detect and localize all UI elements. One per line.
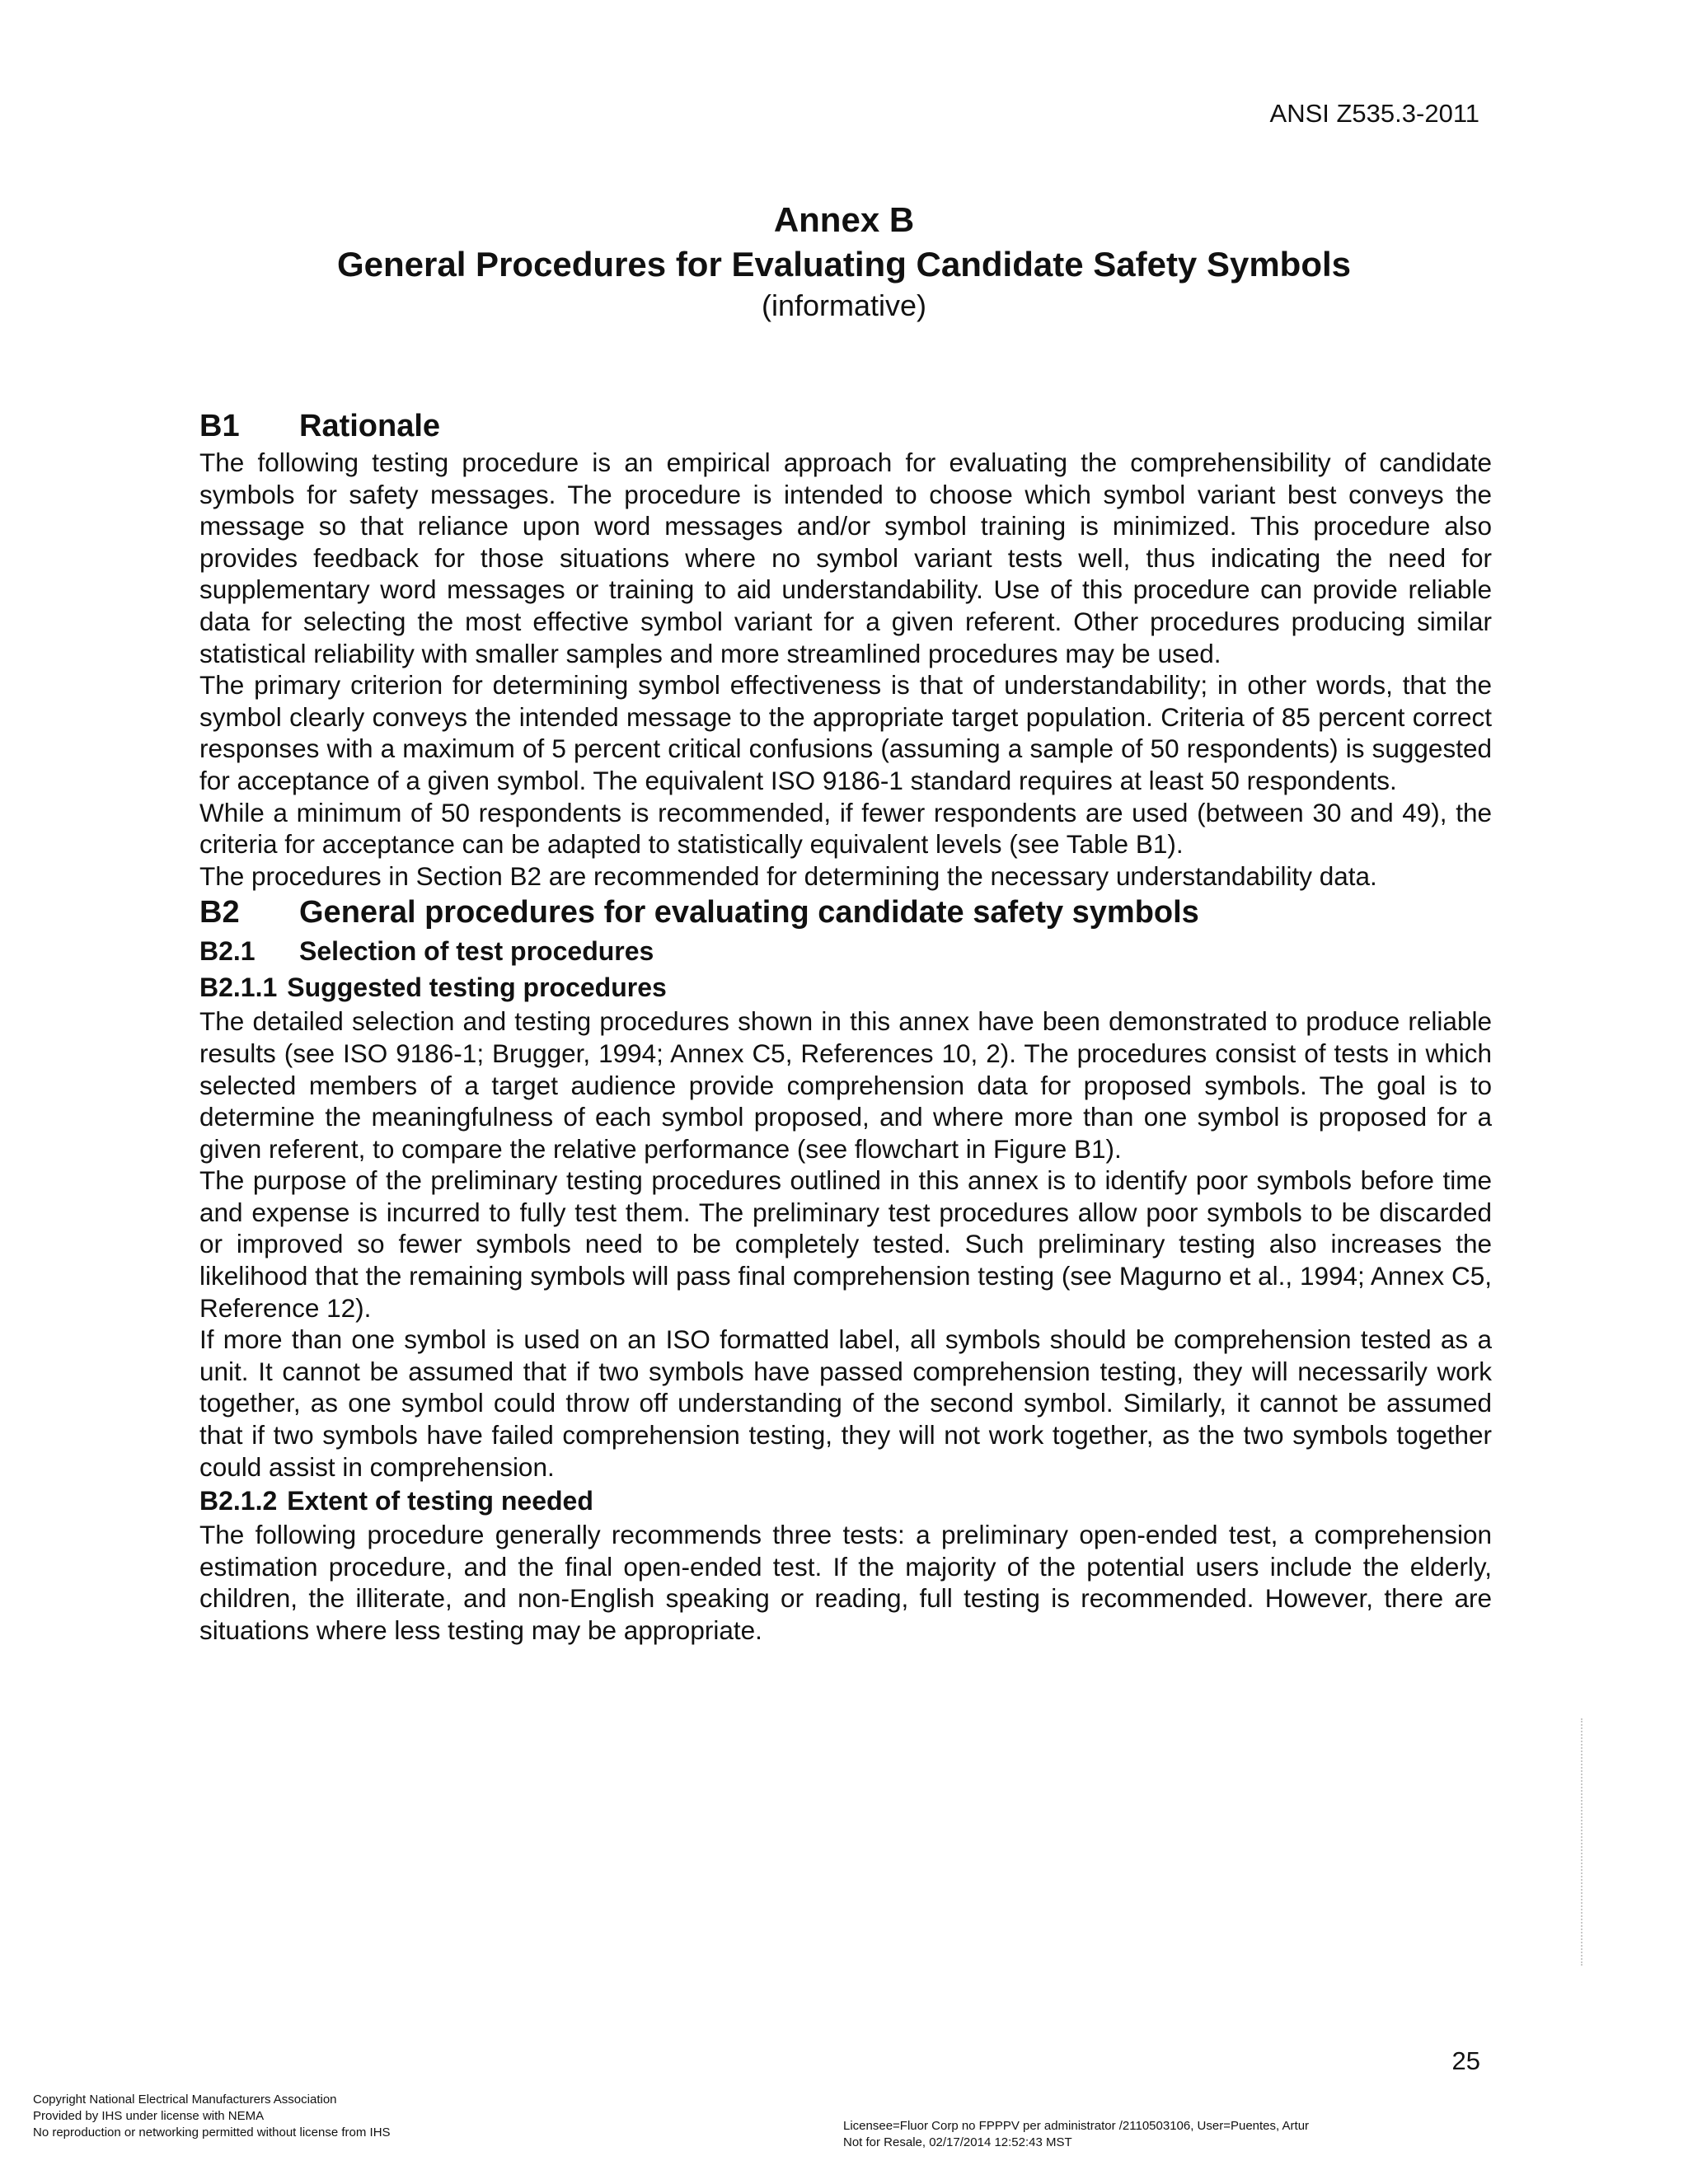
subsection-title: Extent of testing needed: [287, 1486, 593, 1516]
section-title: Rationale: [299, 409, 441, 443]
section-heading-b1: [199, 405, 1492, 447]
document-body: [199, 405, 1492, 1647]
margin-dotted-line: [1581, 1718, 1582, 1966]
paragraph: The primary criterion for determining symbol effectiveness is that of understandability; in other words, that the symbol clearly conveys the intended message to the appropriate target population. Criteria of 85 percent correct responses with a maximum of 5 percent critical confusions (assuming a sample of 50 respondents) is suggested for acceptance of a given symbol. The equivalent ISO 9186-1 standard requires at least 50 respondents.: [199, 670, 1492, 795]
footer-line: Not for Resale, 02/17/2014 12:52:43 MST: [843, 2135, 1072, 2149]
subsection-heading-b2-1: [199, 933, 1492, 969]
paragraph: The purpose of the preliminary testing procedures outlined in this annex is to identify poor symbols before time and expense is incurred to fully test them. The preliminary test procedures allow poor symbols to be discarded or improved so fewer symbols need to be completely tested. Such preliminary testing also increases the likelihood that the remaining symbols will pass final comprehension testing (see Magurno et al., 1994; Annex C5, Reference 12).: [199, 1165, 1492, 1323]
paragraph: The detailed selection and testing procedures shown in this annex have been demonstrated to produce reliable results (see ISO 9186-1; Brugger, 1994; Annex C5, References 10, 2). The procedures consist of tests in which selected members of a target audience provide comprehension data for proposed symbols. The goal is to determine the meaningfulness of each symbol proposed, and where more than one symbol is proposed for a given referent, to compare the relative performance (see flowchart in Figure B1).: [199, 1006, 1492, 1164]
subsection-heading-b2-1-2: [199, 1483, 1492, 1519]
section-heading-b2: [199, 892, 1492, 933]
annex-note: (informative): [761, 288, 927, 322]
subsection-title: Suggested testing procedures: [287, 972, 667, 1003]
subsection-title: Selection of test procedures: [299, 936, 654, 967]
footer-copyright: [33, 2092, 391, 2141]
footer-line: No reproduction or networking permitted without license from IHS: [33, 2125, 391, 2139]
section-number: B1: [199, 409, 240, 443]
paragraph: The following testing procedure is an empirical approach for evaluating the comprehensibility of candidate symbols for safety messages. The procedure is intended to choose which symbol variant best conveys the message so that reliance upon word messages and/or symbol training is minimized. This procedure also provides feedback for those situations where no symbol variant tests well, thus indicating the need for supplementary word messages or training to aid understandability. Use of this procedure can provide reliable data for selecting the most effective symbol variant for a given referent. Other procedures producing similar statistical reliability with smaller samples and more streamlined procedures may be used.: [199, 448, 1492, 668]
page-number: 25: [1451, 2046, 1480, 2075]
footer-license: [843, 2118, 1309, 2151]
document-id: ANSI Z535.3-2011: [1269, 99, 1479, 128]
footer-line: Licensee=Fluor Corp no FPPPV per administrator /2110503106, User=Puentes, Artur: [843, 2119, 1310, 2133]
annex-heading: [0, 198, 1688, 325]
footer-line: Copyright National Electrical Manufacturers Association: [33, 2093, 337, 2107]
footer-line: Provided by IHS under license with NEMA: [33, 2109, 265, 2123]
paragraph: If more than one symbol is used on an ISO formatted label, all symbols should be comprehension tested as a unit. It cannot be assumed that if two symbols have passed comprehension testing, they will necessarily work together, as one symbol could throw off understanding of the second symbol. Similarly, it cannot be assumed that if two symbols have failed comprehension testing, they will not work together, as the two symbols together could assist in comprehension.: [199, 1324, 1492, 1482]
section-title: General procedures for evaluating candidate safety symbols: [299, 895, 1199, 930]
annex-subtitle: General Procedures for Evaluating Candidate Safety Symbols: [336, 245, 1352, 284]
annex-title: Annex B: [773, 200, 915, 239]
subsection-heading-b2-1-1: [199, 969, 1492, 1005]
section-number: B2: [199, 895, 240, 930]
subsection-number: B2.1.2: [199, 1486, 278, 1516]
paragraph: The following procedure generally recommends three tests: a preliminary open-ended test, a comprehension estimation procedure, and the final open-ended test. If the majority of the potential users include the elderly, children, the illiterate, and non-English speaking or reading, full testing is recommended. However, there are situations where less testing may be appropriate.: [199, 1520, 1492, 1645]
subsection-number: B2.1: [199, 936, 256, 967]
paragraph: The procedures in Section B2 are recommended for determining the necessary understandability data.: [199, 860, 1377, 891]
subsection-number: B2.1.1: [199, 972, 278, 1003]
paragraph: While a minimum of 50 respondents is recommended, if fewer respondents are used (between 30 and 49), the criteria for acceptance can be adapted to statistically equivalent levels (see Table B1).: [199, 797, 1492, 860]
